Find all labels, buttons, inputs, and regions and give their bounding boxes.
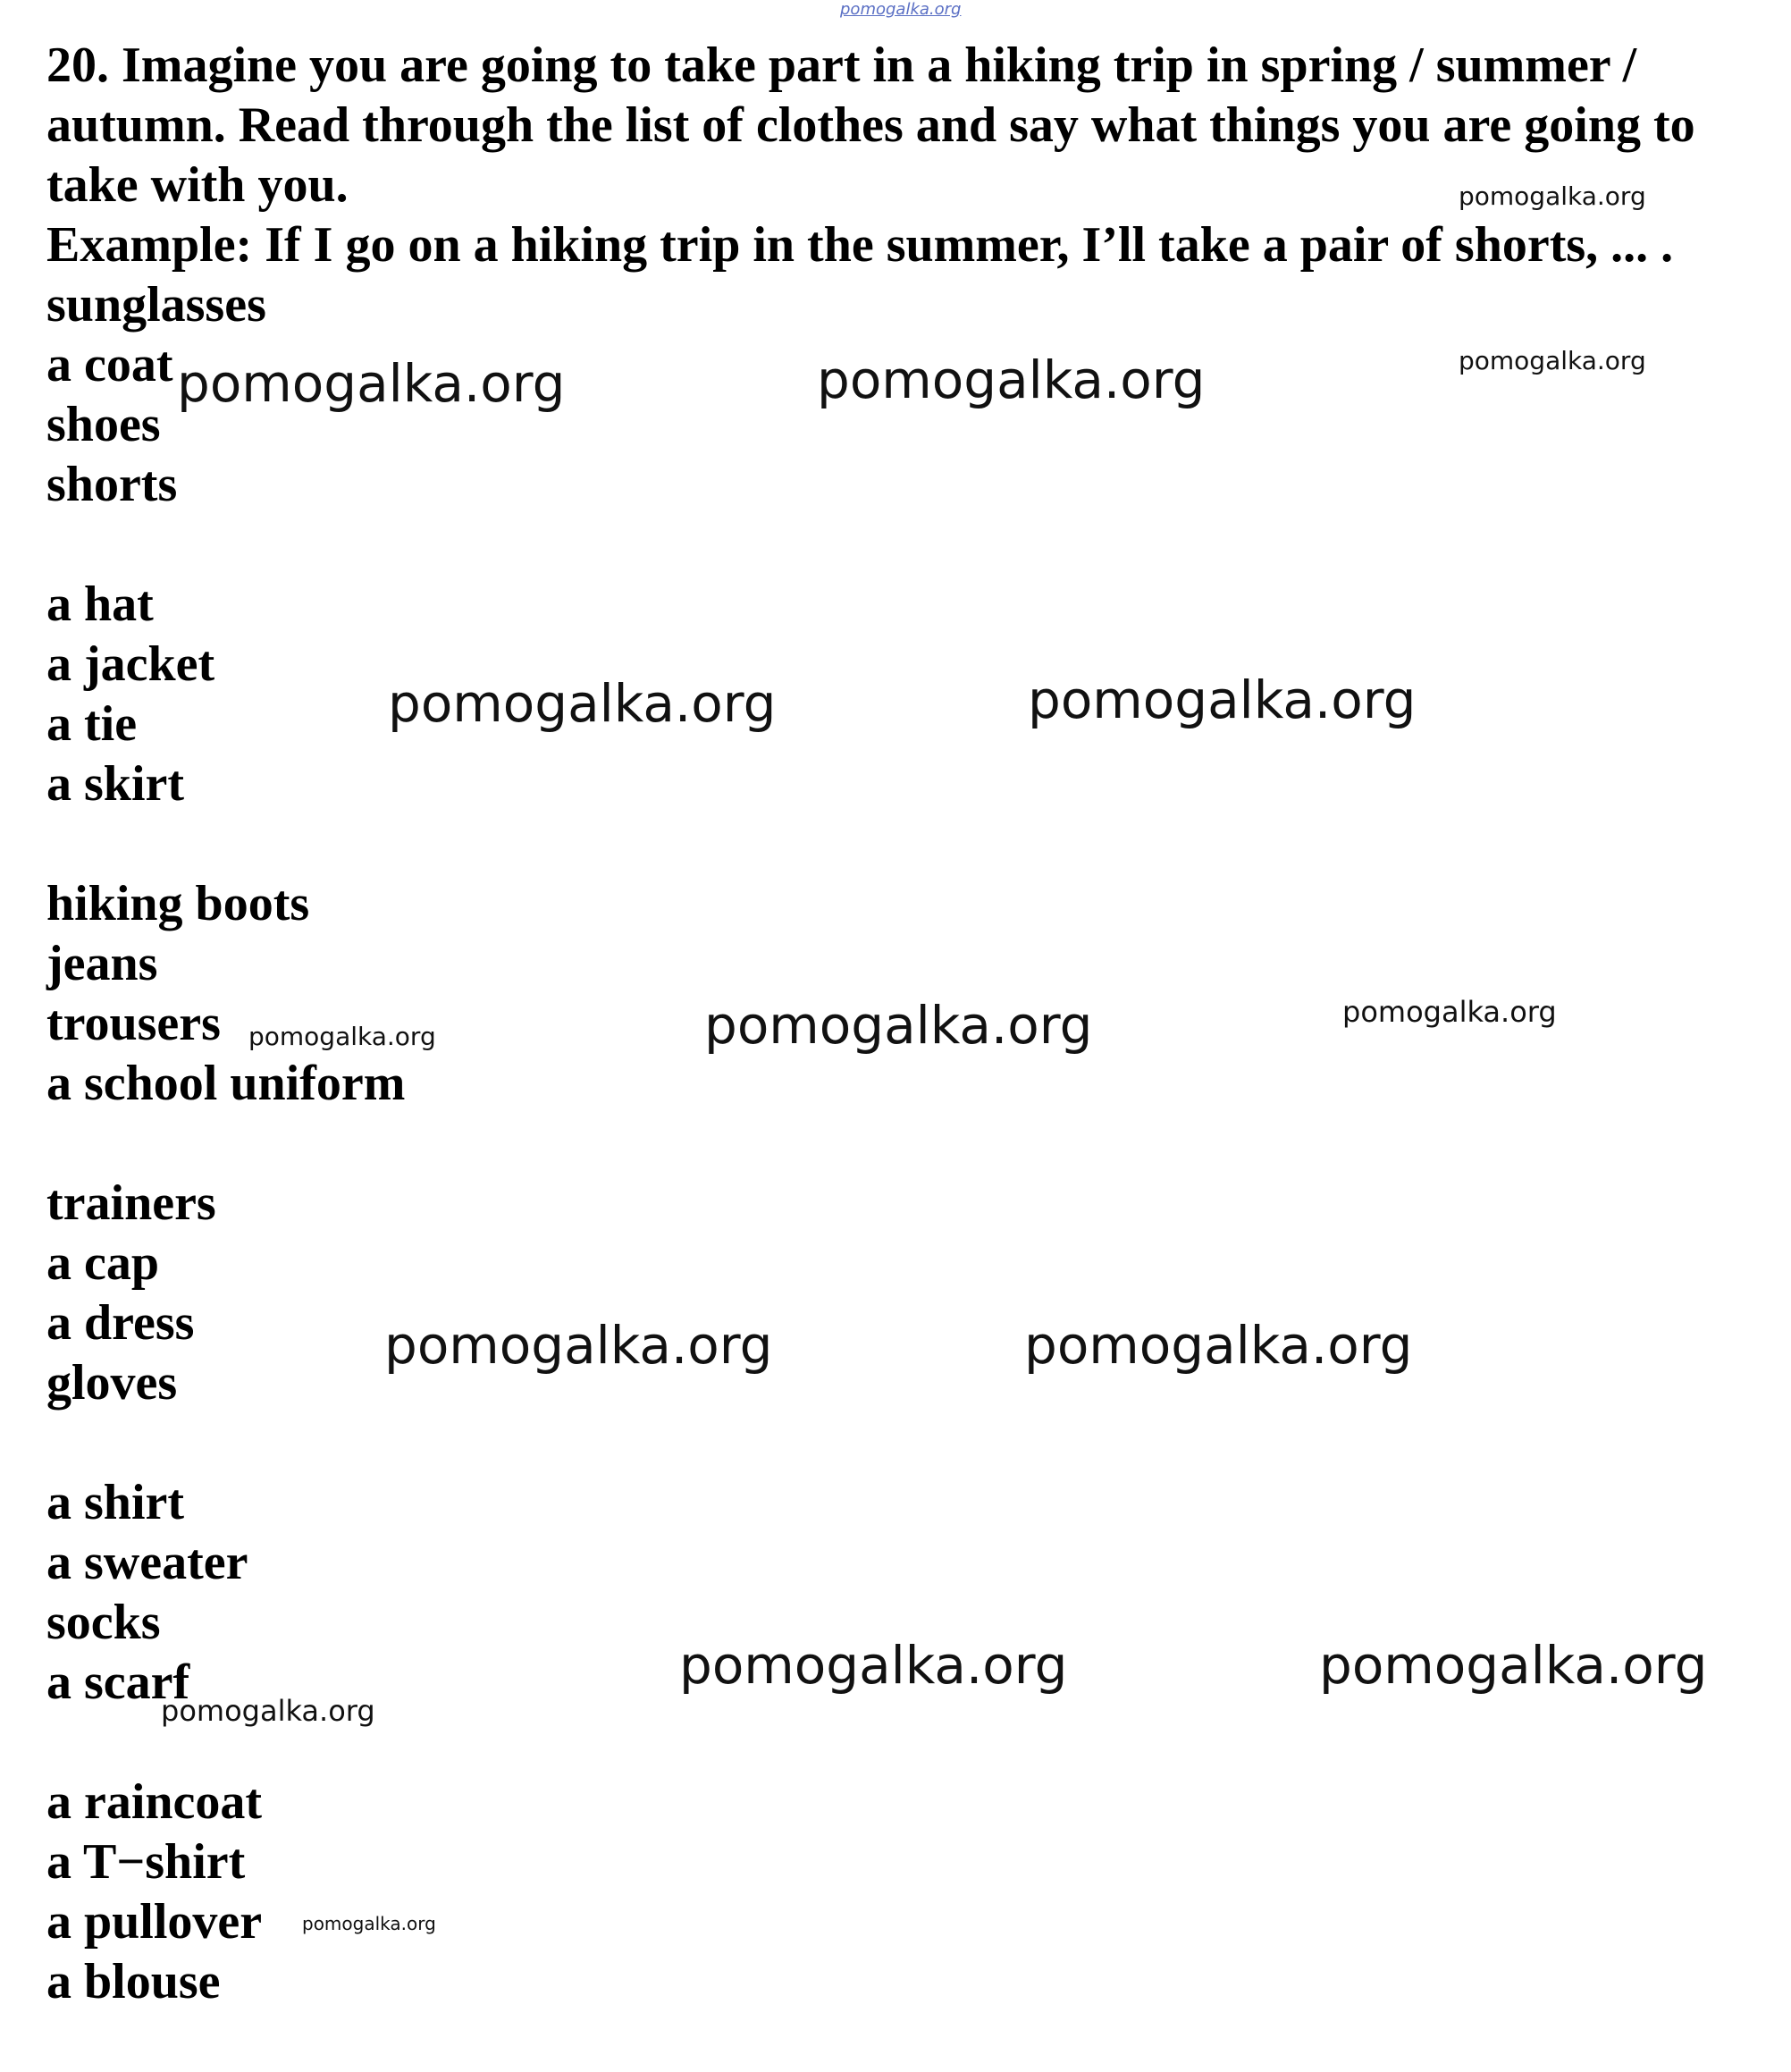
watermark: pomogalka.org	[1024, 1315, 1413, 1376]
clothes-group	[46, 1773, 405, 2012]
watermark: pomogalka.org	[302, 1913, 436, 1934]
task-block	[46, 36, 1771, 275]
list-item: a cap	[46, 1235, 159, 1291]
list-item: a dress	[46, 1295, 195, 1351]
list-item: trousers	[46, 996, 221, 1051]
watermark: pomogalka.org	[388, 673, 777, 734]
watermark: pomogalka.org	[384, 1315, 773, 1376]
clothes-group	[46, 1174, 405, 1413]
list-item: a shirt	[46, 1475, 184, 1530]
list-item: a T−shirt	[46, 1834, 246, 1890]
list-item: a tie	[46, 696, 138, 752]
list-item: a scarf	[46, 1655, 190, 1710]
list-item: shorts	[46, 457, 178, 512]
clothes-list	[46, 275, 405, 2072]
task-example: Example: If I go on a hiking trip in the summer, I’ll take a pair of shorts, ... .	[46, 217, 1674, 273]
watermark: pomogalka.org	[248, 1022, 436, 1051]
list-item: gloves	[46, 1355, 178, 1411]
list-item: jeans	[46, 936, 158, 991]
list-item: trainers	[46, 1175, 216, 1231]
list-item: a coat	[46, 337, 173, 392]
watermark: pomogalka.org	[161, 1694, 375, 1728]
list-item: sunglasses	[46, 277, 266, 333]
watermark: pomogalka.org	[1028, 670, 1417, 730]
watermark: pomogalka.org	[704, 995, 1093, 1056]
list-item: a sweater	[46, 1535, 248, 1590]
watermark: pomogalka.org	[1459, 346, 1646, 375]
list-item: shoes	[46, 397, 161, 452]
clothes-group	[46, 1473, 405, 1713]
watermark: pomogalka.org	[679, 1635, 1068, 1696]
watermark: pomogalka.org	[1459, 181, 1646, 211]
task-instruction: 20. Imagine you are going to take part in a hiking trip in spring / summer / autumn. Read through the list of clothes and say what things you are going to take with you.	[46, 38, 1695, 213]
header-watermark: pomogalka.org	[840, 0, 962, 19]
list-item: a hat	[46, 577, 154, 632]
watermark: pomogalka.org	[817, 350, 1206, 410]
list-item: a jacket	[46, 636, 215, 692]
list-item: hiking boots	[46, 876, 310, 931]
list-item: a skirt	[46, 756, 184, 812]
watermark: pomogalka.org	[1342, 995, 1557, 1029]
clothes-group	[46, 874, 405, 1114]
list-item: a raincoat	[46, 1774, 263, 1830]
list-item: a school uniform	[46, 1056, 406, 1111]
list-item: socks	[46, 1595, 161, 1650]
watermark: pomogalka.org	[1319, 1635, 1708, 1696]
watermark: pomogalka.org	[177, 353, 566, 414]
clothes-group	[46, 575, 405, 814]
list-item: a blouse	[46, 1954, 221, 2009]
list-item: a pullover	[46, 1894, 263, 1950]
